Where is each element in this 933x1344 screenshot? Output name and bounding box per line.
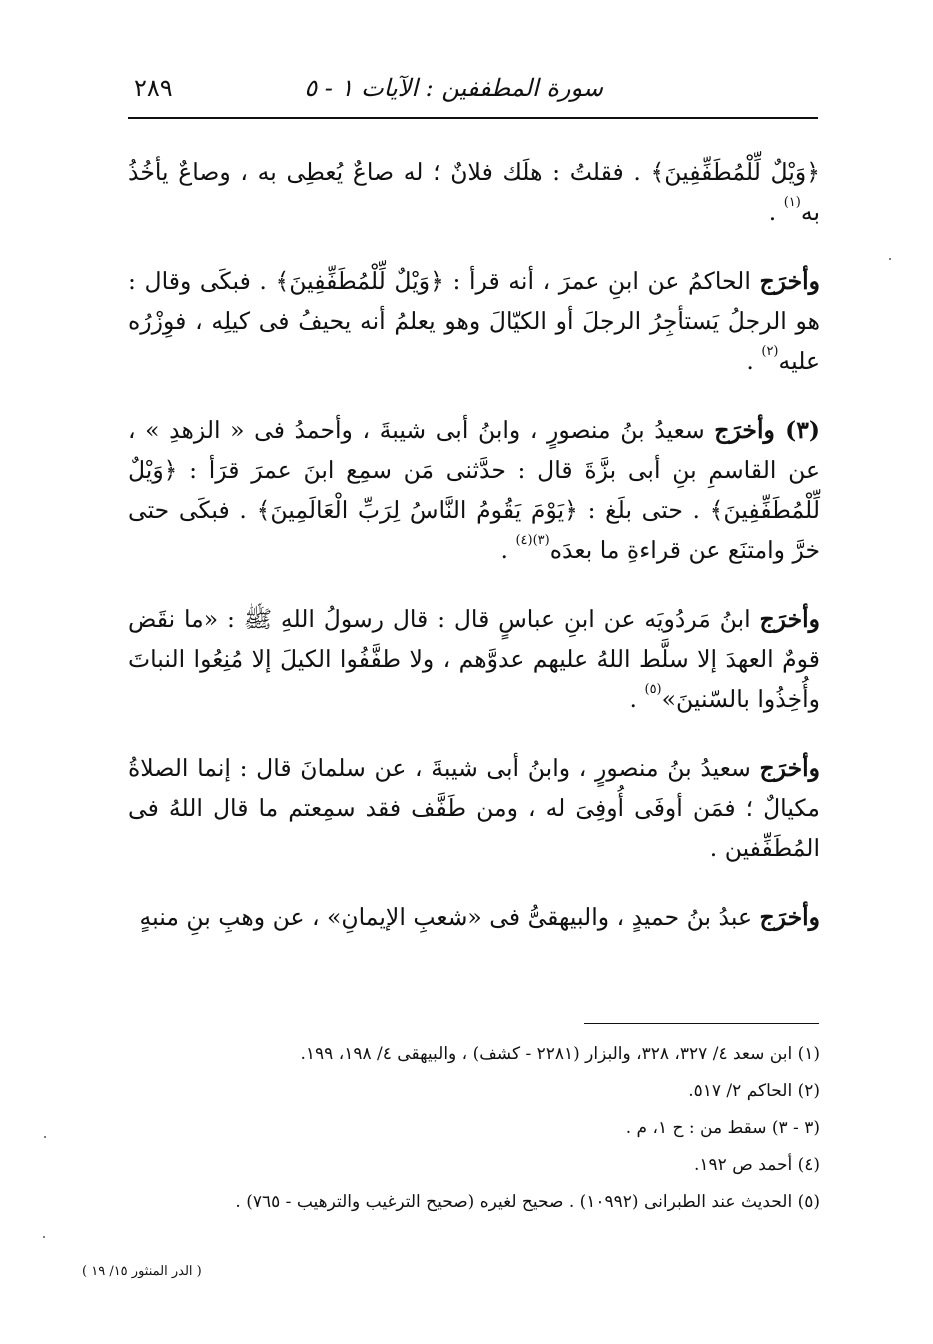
paragraph-lead: وأخرَج — [759, 754, 820, 782]
paragraph-tail: . — [629, 685, 645, 713]
header-rule — [128, 117, 818, 119]
paragraph-tail: . — [746, 347, 762, 375]
footnote: (٥) الحديث عند الطبرانى (١٠٩٩٢) . صحيح لغيره (صحيح الترغيب والترهيب - ٧٦٥) . — [235, 1192, 820, 1212]
scan-speck — [43, 1236, 45, 1238]
running-title: سورة المطففين : الآيات ١ - ٥ — [304, 74, 603, 102]
paragraph-tail: . — [500, 536, 516, 564]
paragraph-text: الحاكمُ عن ابنِ عمرَ ، أنه قرأ : ﴿وَيْلٌ لِّلْمُطَفِّفِينَ﴾ . فبكَى وقال : هو الرجلُ يَستأجِرُ الرجلَ أو الكيّالَ وهو يعلمُ أنه يحيفُ فى كيلِه ، فوِزْرُه عليه — [128, 267, 820, 375]
footnote: (١) ابن سعد ٤/ ٣٢٧، ٣٢٨، والبزار (٢٢٨١ - كشف) ، والبيهقى ٤/ ١٩٨، ١٩٩. — [300, 1044, 820, 1064]
footnote-separator — [584, 1023, 819, 1024]
paragraph-text: ابنُ مَردُويَه عن ابنِ عباسٍ قال : قال رسولُ اللهِ ﷺ : «ما نقَض قومٌ العهدَ إلا سلَّط اللهُ عليهم عدوَّهم ، ولا طفَّفُوا الكيلَ إلا مُنِعُوا النباتَ وأُخِذُوا بالسّنينَ» — [128, 605, 820, 713]
footnote-marker: (٥) — [644, 682, 662, 697]
scan-speck — [44, 1136, 46, 1138]
footnote: (٤) أحمد ص ١٩٢. — [694, 1155, 820, 1175]
footnote: (٣ - ٣) سقط من : ح ١، م . — [625, 1118, 820, 1138]
paragraph-lead: وأخرَج — [759, 903, 820, 931]
footnote: (٢) الحاكم ٢/ ٥١٧. — [688, 1081, 820, 1101]
paragraph-text: سعيدُ بنُ منصورٍ ، وابنُ أبى شيبةَ ، وأحمدُ فى « الزهدِ » ، عن القاسمِ بنِ أبى بزَّةَ قال : حدَّثنى مَن سمِع ابنَ عمرَ قرَأ : ﴿وَيْلٌ لِّلْمُطَفِّفِينَ﴾ . حتى بلَغ : ﴿يَوْمَ يَقُومُ النَّاسُ لِرَبِّ الْعَالَمِينَ﴾ . فبكَى حتى خرَّ وامتنَع عن قراءةِ ما بعدَه — [128, 416, 820, 564]
paragraph-tail: . — [768, 198, 784, 226]
page-number: ٢٨٩ — [134, 74, 173, 102]
paragraph — [128, 410, 820, 575]
paragraph-lead: وأخرَج — [759, 267, 820, 295]
footnote-marker: (٢) — [761, 344, 779, 359]
paragraph — [128, 748, 820, 873]
paragraph — [128, 599, 820, 724]
paragraph — [128, 261, 820, 386]
body-text — [128, 152, 820, 966]
footnote-marker: (٣)(٤) — [515, 533, 550, 548]
paragraph-text: سعيدُ بنُ منصورٍ ، وابنُ أبى شيبةَ ، عن سلمانَ قال : إنما الصلاةُ مكيالٌ ؛ فمَن أوفَى أُوفِىَ له ، ومن طَفَّف فقد سمِعتم ما قال اللهُ فى المُطَفِّفين . — [128, 754, 820, 862]
footnote-marker: (١) — [783, 195, 801, 210]
paragraph-lead: وأخرَج — [759, 605, 820, 633]
scan-speck — [889, 258, 891, 260]
paragraph — [128, 897, 820, 942]
paragraph — [128, 152, 820, 237]
source-note: ( الدر المنثور ١٥/ ١٩ ) — [82, 1264, 202, 1279]
page-header — [128, 70, 818, 110]
paragraph-text: ﴿وَيْلٌ لِّلْمُطَفِّفِينَ﴾ . فقلتُ : هلَك فلانٌ ؛ له صاعٌ يُعطِى به ، وصاعٌ يأخُذُ به — [128, 158, 820, 226]
paragraph-lead: (٣) وأخرَج — [714, 416, 820, 444]
footnotes — [128, 1036, 820, 1221]
paragraph-text: عبدُ بنُ حميدٍ ، والبيهقىُّ فى «شعبِ الإيمانِ» ، عن وهبِ بنِ منبهٍ — [139, 903, 760, 931]
